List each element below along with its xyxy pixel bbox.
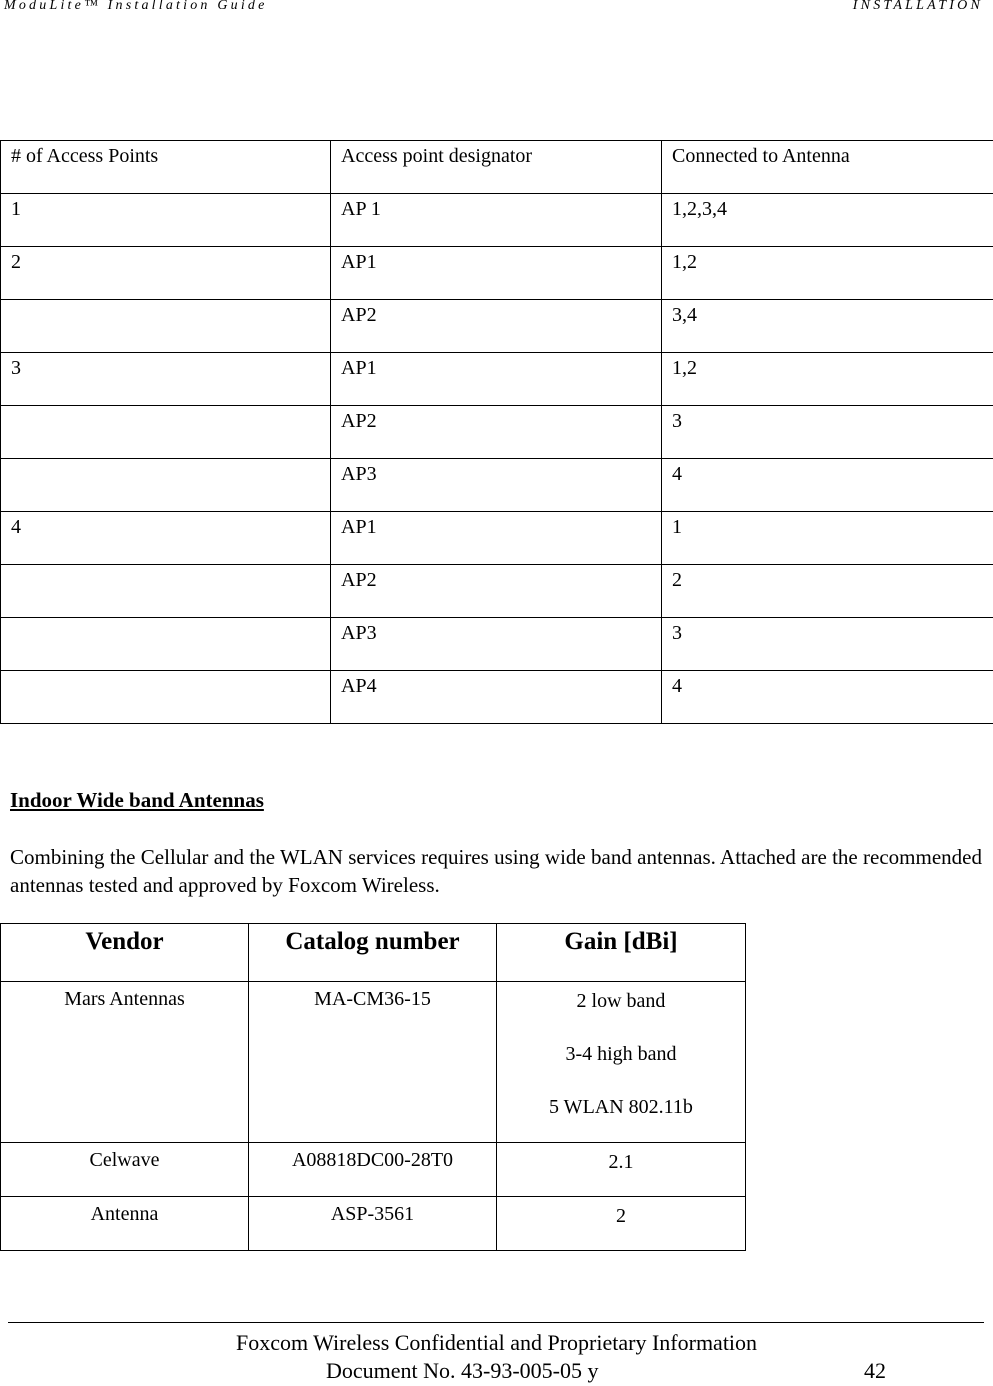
gain-value: 2 [616,1205,626,1227]
table-cell: 3 [662,406,993,459]
table-row [1,406,993,459]
table-cell: AP 1 [331,194,662,247]
table-cell [1,459,331,512]
gain-cell [497,982,746,1143]
gain-cell [497,1197,746,1251]
table-cell: AP2 [331,300,662,353]
catalog-cell: MA-CM36-15 [249,982,497,1143]
table-cell: AP3 [331,618,662,671]
table-cell: 2 [1,247,331,300]
gain-cell [497,1143,746,1197]
table-cell: 2 [662,565,993,618]
table-row [1,982,746,1143]
catalog-cell: ASP-3561 [249,1197,497,1251]
table-cell [1,618,331,671]
table-cell: AP1 [331,353,662,406]
vendor-cell: Mars Antennas [1,982,249,1143]
table-cell: 1 [1,194,331,247]
gain-value: 3-4 high band [565,1043,677,1065]
ap-table-header-row [1,141,993,194]
table-cell: AP2 [331,565,662,618]
table-cell: 4 [1,512,331,565]
gain-value: 2 low band [576,990,666,1012]
column-header: # of Access Points [1,141,331,194]
table-cell: AP3 [331,459,662,512]
footer-document-number: Document No. 43-93-005-05 y [326,1358,599,1383]
table-cell: AP1 [331,512,662,565]
table-cell [1,565,331,618]
table-cell [1,671,331,724]
catalog-cell: A08818DC00-28T0 [249,1143,497,1197]
antenna-table-header-row [1,924,746,982]
table-cell [1,406,331,459]
table-row [1,459,993,512]
antenna-table [0,923,746,1251]
table-row [1,1143,746,1197]
table-cell: 1,2 [662,247,993,300]
table-row [1,353,993,406]
table-cell: AP1 [331,247,662,300]
table-row [1,1197,746,1251]
table-row [1,247,993,300]
table-cell: 3 [662,618,993,671]
footer-divider [8,1322,984,1323]
column-header-vendor: Vendor [1,924,249,982]
table-cell: 1,2,3,4 [662,194,993,247]
column-header-gain: Gain [dBi] [497,924,746,982]
table-row [1,194,993,247]
table-row [1,618,993,671]
gain-value: 5 WLAN 802.11b [549,1096,693,1118]
table-cell: 1,2 [662,353,993,406]
page-header [0,0,983,20]
column-header: Access point designator [331,141,662,194]
table-cell: AP4 [331,671,662,724]
table-row [1,565,993,618]
table-cell: 3,4 [662,300,993,353]
vendor-cell: Celwave [1,1143,249,1197]
header-doc-title: ModuLite™ Installation Guide [4,0,268,13]
table-cell [1,300,331,353]
table-row [1,671,993,724]
section-title: Indoor Wide band Antennas [10,788,264,812]
column-header: Connected to Antenna [662,141,993,194]
table-cell: 3 [1,353,331,406]
vendor-cell: Antenna [1,1197,249,1251]
table-cell: 4 [662,459,993,512]
header-section-name: INSTALLATION [852,0,983,13]
table-cell: AP2 [331,406,662,459]
page-number: 42 [864,1358,886,1383]
table-row [1,512,993,565]
column-header-catalog: Catalog number [249,924,497,982]
section-paragraph: Combining the Cellular and the WLAN services requires using wide band antennas. Attached are the recommended antennas tested and approved by Foxcom Wireless. [10,845,982,897]
table-cell: 4 [662,671,993,724]
gain-value: 2.1 [608,1151,634,1173]
table-cell: 1 [662,512,993,565]
access-points-table [0,140,993,724]
table-row [1,300,993,353]
footer-confidential: Foxcom Wireless Confidential and Proprietary Information [235,1330,758,1355]
